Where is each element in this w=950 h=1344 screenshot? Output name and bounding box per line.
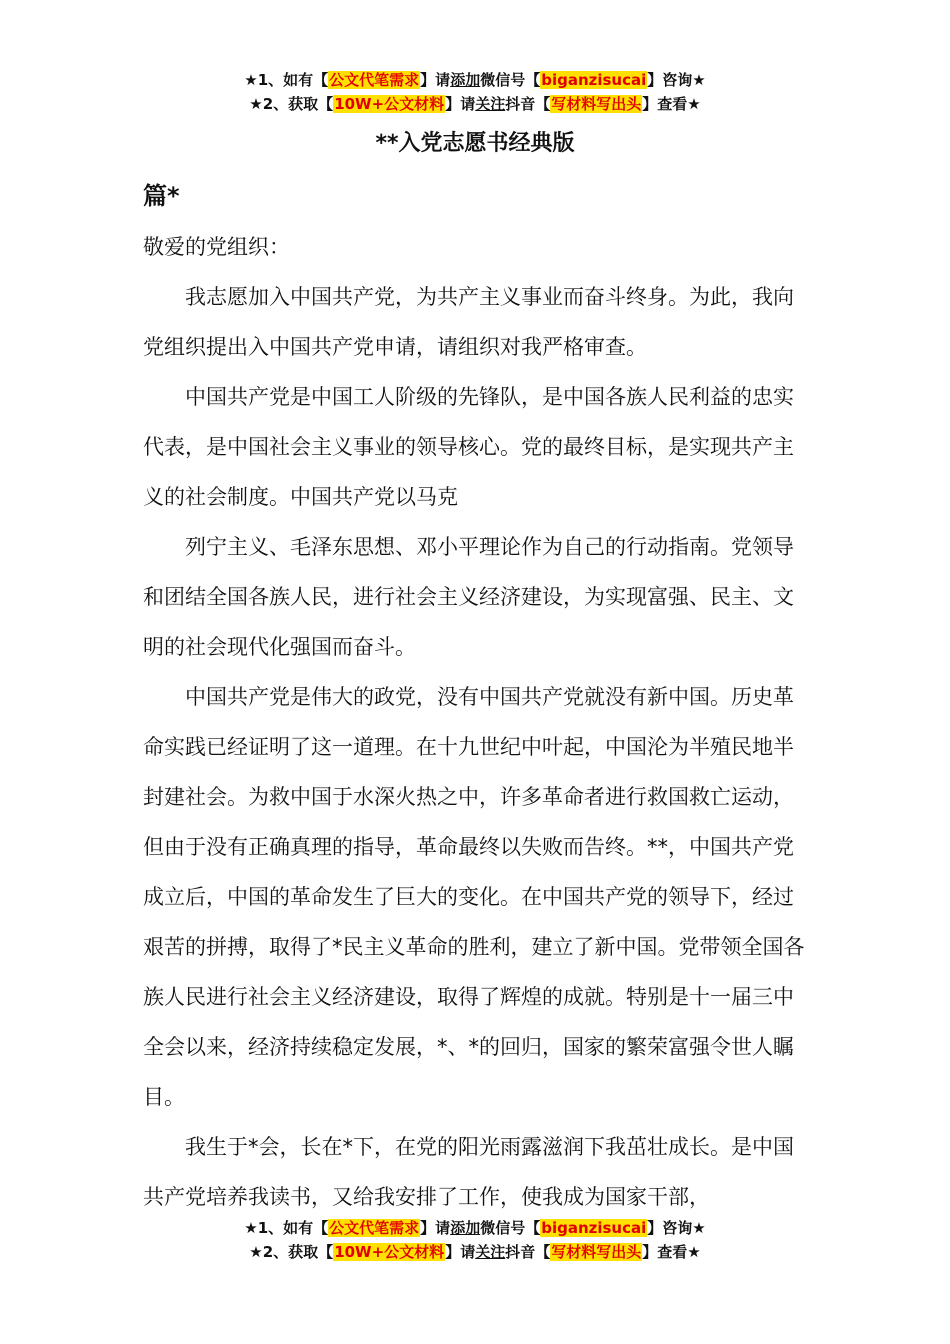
- highlight-text: 公文代笔需求: [329, 1219, 420, 1237]
- highlight-text: biganzisucai: [541, 71, 647, 89]
- highlight-text: 10W+公文材料: [334, 95, 445, 113]
- footer-banner: [0, 1216, 950, 1264]
- paragraph: 列宁主义、毛泽东思想、邓小平理论作为自己的行动指南。党领导和团结全国各族人民，进行社会主义经济建设，为实现富强、民主、文明的社会现代化强国而奋斗。: [143, 535, 794, 659]
- banner-text: 】请: [445, 1243, 476, 1261]
- highlight-text: 10W+公文材料: [334, 1243, 445, 1261]
- banner-text: ★1、如有【: [244, 71, 329, 89]
- document-body: [143, 222, 808, 1222]
- banner-text: 】请: [445, 95, 476, 113]
- underlined-text: 关注: [475, 1243, 506, 1261]
- salutation: 敬爱的党组织：: [143, 235, 290, 259]
- paragraph: 中国共产党是伟大的政党，没有中国共产党就没有新中国。历史革命实践已经证明了这一道理。在十九世纪中叶起，中国沦为半殖民地半封建社会。为救中国于水深火热之中，许多革命者进行救国救亡运动，但由于没有正确真理的指导，革命最终以失败而告终。**，中国共产党成立后，中国的革命发生了巨大的变化。在中国共产党的领导下，经过艰苦的拼搏，取得了*民主义革命的胜利，建立了新中国。党带领全国各族人民进行社会主义经济建设，取得了辉煌的成就。特别是十一届三中全会以来，经济持续稳定发展，*、*的回归，国家的繁荣富强令世人瞩目。: [143, 685, 805, 1109]
- banner-text: 抖音【: [505, 1243, 551, 1261]
- banner-text: ★1、如有【: [244, 1219, 329, 1237]
- banner-text: 微信号【: [480, 1219, 541, 1237]
- banner-text: ★2、获取【: [249, 1243, 334, 1261]
- banner-line-1: [0, 1216, 950, 1240]
- underlined-text: 关注: [475, 95, 506, 113]
- header-banner: [0, 68, 950, 116]
- banner-text: 】查看★: [642, 1243, 701, 1261]
- underlined-text: 添加: [450, 71, 481, 89]
- banner-text: ★2、获取【: [249, 95, 334, 113]
- banner-text: 微信号【: [480, 71, 541, 89]
- banner-text: 】咨询★: [647, 1219, 706, 1237]
- highlight-text: 公文代笔需求: [329, 71, 420, 89]
- paragraph: 我志愿加入中国共产党，为共产主义事业而奋斗终身。为此，我向党组织提出入中国共产党申请，请组织对我严格审查。: [143, 285, 794, 359]
- highlight-text: 写材料写出头: [551, 1243, 642, 1261]
- banner-line-2: [0, 1240, 950, 1264]
- banner-text: 】请: [420, 1219, 451, 1237]
- section-heading: 篇*: [143, 182, 180, 210]
- paragraph: 我生于*会，长在*下，在党的阳光雨露滋润下我茁壮成长。是中国共产党培养我读书，又给我安排了工作，使我成为国家干部，: [143, 1135, 794, 1209]
- banner-line-1: [0, 68, 950, 92]
- banner-text: 】查看★: [642, 95, 701, 113]
- paragraph: 中国共产党是中国工人阶级的先锋队，是中国各族人民利益的忠实代表，是中国社会主义事业的领导核心。党的最终目标，是实现共产主义的社会制度。中国共产党以马克: [143, 385, 794, 509]
- underlined-text: 添加: [450, 1219, 481, 1237]
- banner-line-2: [0, 92, 950, 116]
- banner-text: 抖音【: [505, 95, 551, 113]
- banner-text: 】咨询★: [647, 71, 706, 89]
- document-title: **入党志愿书经典版: [375, 131, 575, 156]
- banner-text: 】请: [420, 71, 451, 89]
- highlight-text: 写材料写出头: [551, 95, 642, 113]
- highlight-text: biganzisucai: [541, 1219, 647, 1237]
